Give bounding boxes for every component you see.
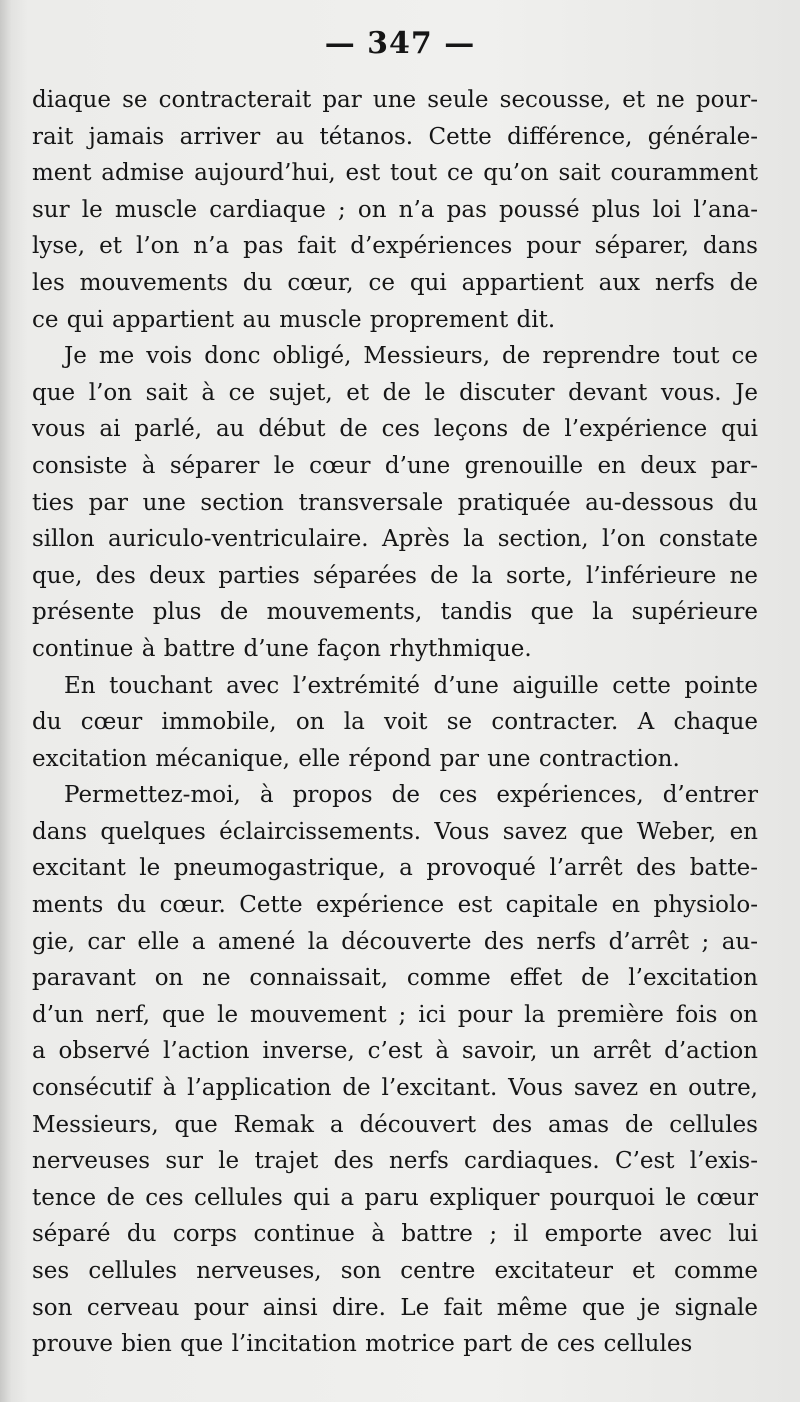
page-number: — 347 —: [324, 26, 476, 61]
paragraph: [32, 82, 758, 338]
text-line: sur le muscle cardiaque ; on n’a pas poussé plus loi l’ana-: [32, 196, 758, 223]
paragraph: [32, 338, 758, 667]
text-line: rait jamais arriver au tétanos. Cette différence, générale-: [32, 123, 758, 150]
text-line: tence de ces cellules qui a paru expliquer pourquoi le cœur: [32, 1184, 758, 1211]
paragraph: [32, 777, 758, 1363]
text-line: sillon auriculo-ventriculaire. Après la section, l’on constate: [32, 526, 758, 553]
text-line: les mouvements du cœur, ce qui appartient aux nerfs de: [32, 269, 758, 296]
text-line: excitation mécanique, elle répond par une contraction.: [32, 745, 680, 772]
text-line: ce qui appartient au muscle proprement dit.: [32, 306, 556, 333]
page-binding-edge: [0, 0, 12, 1402]
text-line: ses cellules nerveuses, son centre excitateur et comme: [32, 1258, 758, 1284]
text-line: ties par une section transversale pratiquée au-dessous du: [32, 489, 758, 516]
text-line: Je me vois donc obligé, Messieurs, de reprendre tout ce: [64, 343, 758, 370]
text-line: diaque se contracterait par une seule secousse, et ne pour-: [32, 87, 758, 113]
text-line: gie, car elle a amené la découverte des nerfs d’arrêt ; au-: [32, 928, 758, 955]
body-text: [32, 82, 758, 1363]
text-line: a observé l’action inverse, c’est à savoir, un arrêt d’action: [32, 1038, 758, 1065]
paragraph: [32, 668, 758, 778]
text-line: vous ai parlé, au début de ces leçons de l’expérience qui: [32, 416, 758, 443]
text-line: Messieurs, que Remak a découvert des amas de cellules: [32, 1111, 758, 1138]
text-line: séparé du corps continue à battre ; il emporte avec lui: [32, 1221, 758, 1248]
text-line: Permettez-moi, à propos de ces expériences, d’entrer: [64, 782, 758, 809]
text-line: continue à battre d’une façon rhythmique.: [32, 635, 532, 662]
text-line: ment admise aujourd’hui, est tout ce qu’on sait couramment: [32, 160, 758, 187]
text-line: prouve bien que l’incitation motrice part de ces cellules: [32, 1331, 693, 1358]
text-line: nerveuses sur le trajet des nerfs cardiaques. C’est l’exis-: [32, 1148, 758, 1175]
text-line: d’un nerf, que le mouvement ; ici pour la première fois on: [32, 1001, 758, 1028]
text-line: son cerveau pour ainsi dire. Le fait même que je signale: [32, 1294, 758, 1321]
text-line: présente plus de mouvements, tandis que la supérieure: [32, 599, 758, 626]
text-line: lyse, et l’on n’a pas fait d’expériences pour séparer, dans: [32, 233, 758, 260]
text-line: consécutif à l’application de l’excitant. Vous savez en outre,: [32, 1075, 758, 1102]
text-line: que l’on sait à ce sujet, et de le discuter devant vous. Je: [32, 379, 758, 406]
text-line: paravant on ne connaissait, comme effet de l’excitation: [32, 965, 758, 992]
text-line: ments du cœur. Cette expérience est capitale en physiolo-: [32, 892, 758, 919]
text-line: du cœur immobile, on la voit se contracter. A chaque: [32, 709, 758, 736]
text-line: que, des deux parties séparées de la sorte, l’inférieure ne: [32, 562, 758, 589]
text-line: En touchant avec l’extrémité d’une aiguille cette pointe: [64, 672, 758, 699]
text-line: consiste à séparer le cœur d’une grenouille en deux par-: [32, 452, 758, 479]
text-line: dans quelques éclaircissements. Vous savez que Weber, en: [32, 818, 758, 845]
text-line: excitant le pneumogastrique, a provoqué l’arrêt des batte-: [32, 855, 758, 882]
